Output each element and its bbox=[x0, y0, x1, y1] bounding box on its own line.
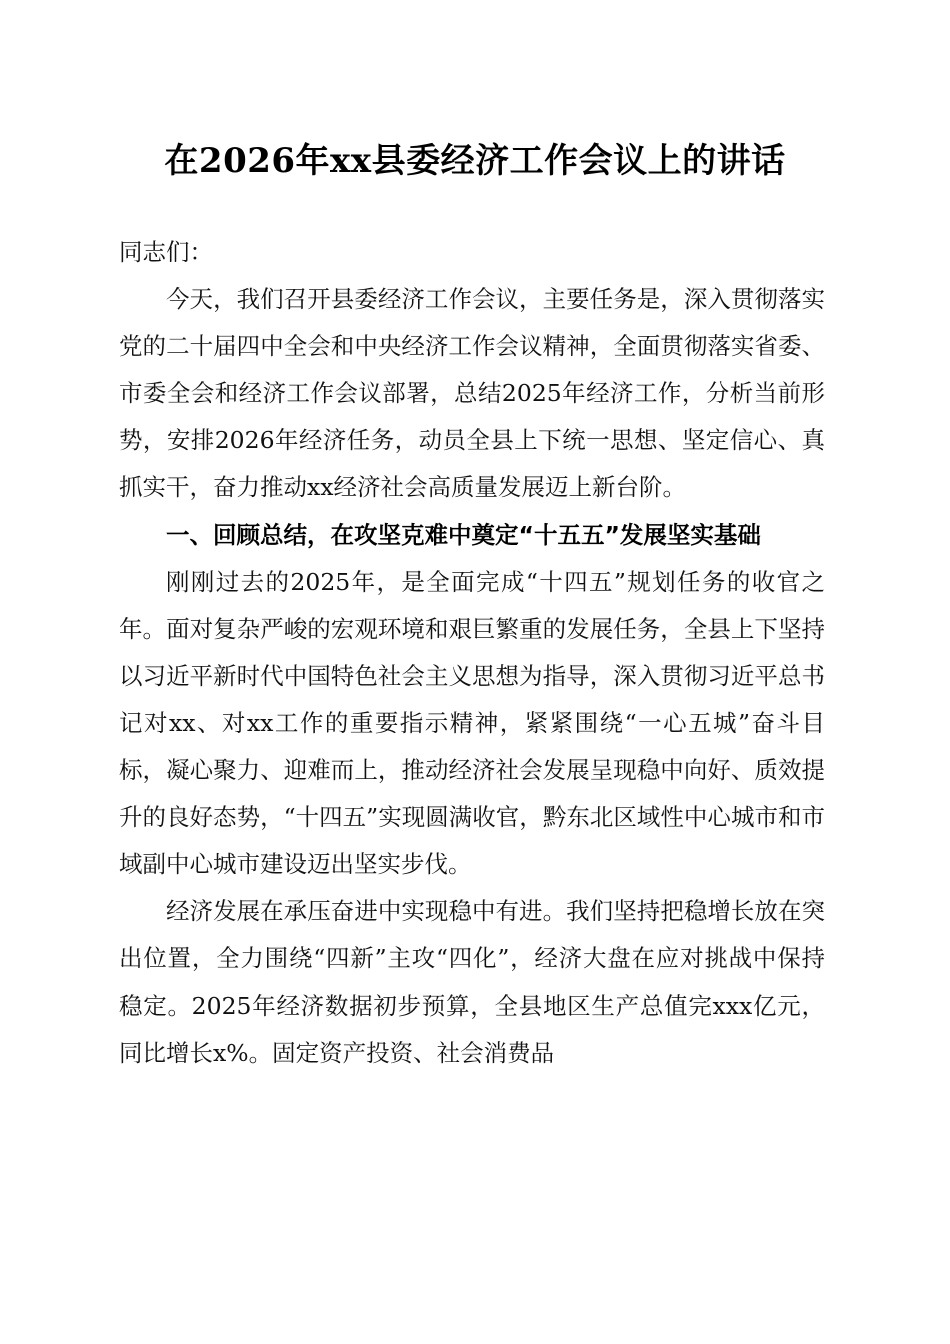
paragraph-intro: 今天，我们召开县委经济工作会议，主要任务是，深入贯彻落实党的二十届四中全会和中央经济工作会议精神，全面贯彻落实省委、市委全会和经济工作会议部署，总结2025年经济工作，分析当前形势，安排2026年经济任务，动员全县上下统一思想、坚定信心、真抓实干，奋力推动xx经济社会高质量发展迈上新台阶。 bbox=[119, 285, 825, 502]
document-body bbox=[119, 229, 825, 1077]
document-title: 在2026年xx县委经济工作会议上的讲话 bbox=[164, 141, 786, 181]
salutation: 同志们： bbox=[119, 238, 213, 266]
paragraph-economy: 经济发展在承压奋进中实现稳中有进。我们坚持把稳增长放在突出位置，全力围绕“四新”主攻“四化”，经济大盘在应对挑战中保持稳定。2025年经济数据初步预算，全县地区生产总值完xxx亿元，同比增长x%。固定资产投资、社会消费品 bbox=[119, 897, 825, 1067]
section-heading: 一、回顾总结，在攻坚克难中奠定“十五五”发展坚实基础 bbox=[166, 520, 761, 549]
paragraph-review: 刚刚过去的2025年，是全面完成“十四五”规划任务的收官之年。面对复杂严峻的宏观环境和艰巨繁重的发展任务，全县上下坚持以习近平新时代中国特色社会主义思想为指导，深入贯彻习近平总书记对xx、对xx工作的重要指示精神，紧紧围绕“一心五城”奋斗目标，凝心聚力、迎难而上，推动经济社会发展呈现稳中向好、质效提升的良好态势，“十四五”实现圆满收官，黔东北区域性中心城市和市域副中心城市建设迈出坚实步伐。 bbox=[119, 567, 825, 879]
